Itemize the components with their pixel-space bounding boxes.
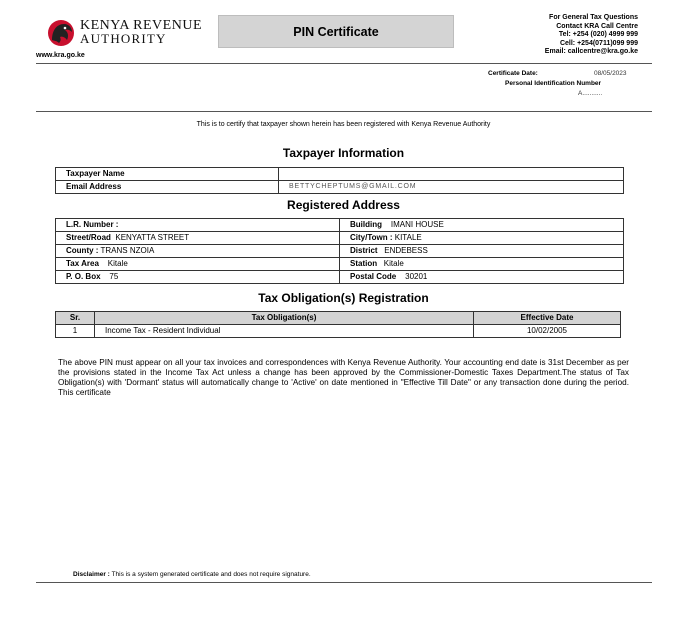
address-cell [56,271,340,284]
contact-block [545,14,638,57]
footer-divider [36,582,652,583]
tax-area-label: Tax Area [66,259,99,268]
meta-divider [36,111,652,112]
address-cell [340,219,624,232]
lr-number-label: L.R. Number : [66,220,119,229]
email-address-label: Email Address [56,181,279,194]
city-value: KITALE [394,233,422,242]
kra-lion-emblem-icon [46,18,76,48]
registered-address-table [55,218,624,284]
table-row [56,219,624,232]
org-name-line1: KENYA REVENUE [80,18,202,33]
pin-notice-paragraph: The above PIN must appear on all your tax invoices and correspondences with Kenya Revenue Authority. Your accounting end date is 31st December as per the provisions stated in the Income Tax Act unless a change has been approved by the Commissioner-Domestic Taxes Department.The status of Tax Obligation(s) with 'Dormant' status will automatically change to 'Active' on date mentioned in "Effective Till Date" or any transaction done during the period. This certificate [58,358,629,397]
column-header-effective-date: Effective Date [474,312,621,325]
table-row [56,271,624,284]
disclaimer [73,571,311,578]
org-name [80,19,202,45]
table-row [56,245,624,258]
column-header-obligation: Tax Obligation(s) [95,312,474,325]
address-cell [340,271,624,284]
building-label: Building [350,220,382,229]
website-link[interactable]: www.kra.go.ke [36,52,85,59]
po-box-value: 75 [109,272,119,281]
address-cell [56,232,340,245]
postal-code-value: 30201 [405,272,428,281]
certificate-date-label: Certificate Date: [488,70,538,77]
contact-phone: Tel: +254 (020) 4999 999 [558,31,638,39]
contact-cell: Cell: +254(0711)099 999 [559,39,638,47]
document-title: PIN Certificate [218,15,454,48]
address-cell [56,245,340,258]
obligation-name: Income Tax - Resident Individual [95,325,474,338]
table-header-row [56,312,621,325]
county-label: County : [66,246,99,255]
table-row [56,232,624,245]
taxpayer-name-value [279,168,624,181]
disclaimer-text: This is a system generated certificate and does not require signature. [111,571,311,578]
postal-code-label: Postal Code [350,272,397,281]
kra-logo [46,18,216,52]
tax-obligations-table [55,311,621,338]
station-label: Station [350,259,378,268]
column-header-sr: Sr. [56,312,95,325]
taxpayer-name-label: Taxpayer Name [56,168,279,181]
tax-area-value: Kitale [107,259,128,268]
address-cell [340,232,624,245]
city-label: City/Town : [350,233,393,242]
po-box-label: P. O. Box [66,272,101,281]
table-row [56,258,624,271]
table-row [56,181,624,194]
disclaimer-label: Disclaimer : [73,571,110,578]
address-cell [340,245,624,258]
building-value: IMANI HOUSE [390,220,444,229]
district-value: ENDEBESS [384,246,428,255]
street-label: Street/Road [66,233,111,242]
station-value: Kitale [383,259,404,268]
pin-value: A........... [578,90,603,97]
tax-obligations-title: Tax Obligation(s) Registration [258,291,429,305]
taxpayer-info-title: Taxpayer Information [282,146,405,160]
taxpayer-info-table [55,167,624,194]
table-row [56,325,621,338]
contact-email: Email: callcentre@kra.go.ke [544,48,638,56]
contact-line: Contact KRA Call Centre [556,22,638,30]
address-cell [340,258,624,271]
org-name-line2: AUTHORITY [80,31,167,46]
obligation-effective-date: 10/02/2005 [474,325,621,338]
county-value: TRANS NZOIA [100,246,155,255]
header-divider [36,63,652,64]
obligation-sr: 1 [56,325,95,338]
pin-label: Personal Identification Number [505,80,602,87]
address-cell [56,258,340,271]
street-value: KENYATTA STREET [115,233,190,242]
email-address-value: BETTYCHEPTUMS@GMAIL.COM [279,181,624,194]
certificate-date-value: 08/05/2023 [594,70,627,77]
certify-statement: This is to certify that taxpayer shown herein has been registered with Kenya Revenue Authority [196,121,491,128]
contact-line: For General Tax Questions [549,14,638,21]
table-row [56,168,624,181]
address-cell [56,219,340,232]
district-label: District [350,246,378,255]
registered-address-title: Registered Address [287,198,400,212]
